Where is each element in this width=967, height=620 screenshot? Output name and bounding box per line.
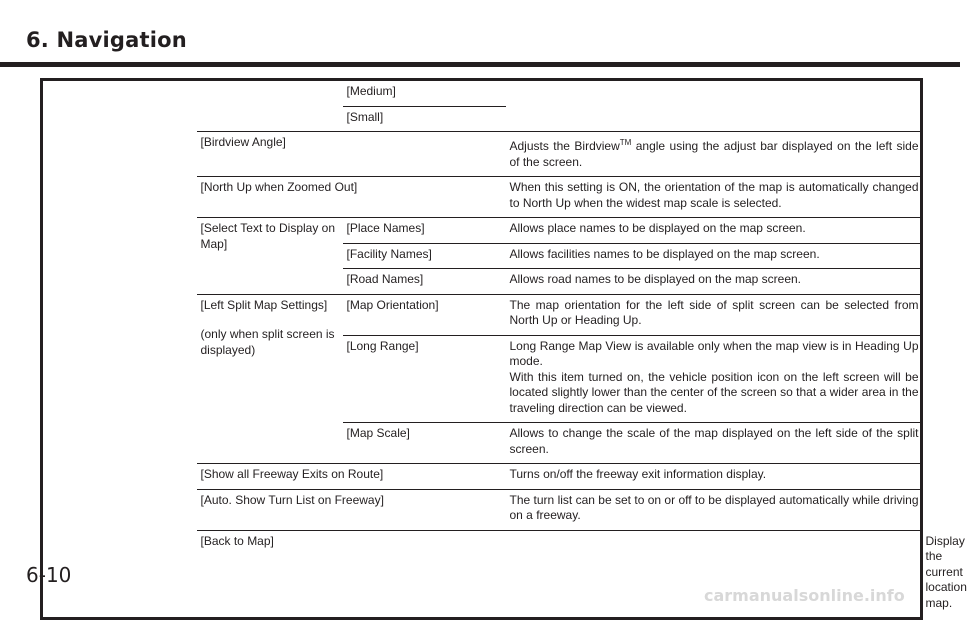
table-row: [Back to Map] Display the current location map. — [42, 530, 922, 619]
left-split-label: [Left Split Map Settings] — [200, 297, 328, 312]
setting-select-text: [Select Text to Display on Map] — [197, 218, 343, 295]
option-facility-names: [Facility Names] — [343, 243, 506, 269]
long-range-description: Long Range Map View is available only when the map view is in Heading Up mode. With this item turned on, the vehicle position icon on the left screen will be located slightly lower than the center of the screen so that a wider area in the traveling direction can be viewed. — [506, 335, 922, 423]
place-names-description: Allows place names to be displayed on the map screen. — [506, 218, 922, 244]
option-small: [Small] — [343, 106, 506, 132]
option-place-names: [Place Names] — [343, 218, 506, 244]
settings-table — [40, 78, 967, 620]
map-scale-description: Allows to change the scale of the map displayed on the left side of the split screen. — [506, 423, 922, 464]
facility-names-description: Allows facilities names to be displayed on the map screen. — [506, 243, 922, 269]
setting-back-to-map: [Back to Map] — [197, 530, 922, 619]
setting-turn-list: [Auto. Show Turn List on Freeway] — [197, 489, 506, 530]
option-map-orientation: [Map Orientation] — [343, 294, 506, 335]
road-names-description: Allows road names to be displayed on the map screen. — [506, 269, 922, 295]
option-map-scale: [Map Scale] — [343, 423, 506, 464]
option-long-range: [Long Range] — [343, 335, 506, 423]
left-split-note: (only when split screen is displayed) — [200, 327, 335, 357]
setting-freeway-exits: [Show all Freeway Exits on Route] — [197, 464, 506, 490]
turn-list-description: The turn list can be set to on or off to be displayed automatically while driving on a freeway. — [506, 489, 922, 530]
setting-birdview-angle: [Birdview Angle] — [197, 132, 506, 177]
birdview-angle-description: Adjusts the Birdview™ angle using the adjust bar displayed on the left side of the screen. — [506, 132, 922, 177]
freeway-exits-description: Turns on/off the freeway exit information display. — [506, 464, 922, 490]
option-road-names: [Road Names] — [343, 269, 506, 295]
section-title: 6. Navigation — [26, 28, 187, 52]
option-medium: [Medium] — [346, 84, 396, 98]
header-rule — [0, 62, 960, 67]
setting-left-split-map — [197, 294, 343, 464]
map-orientation-description: The map orientation for the left side of split screen can be selected from North Up or Heading Up. — [506, 294, 922, 335]
watermark: carmanualsonline.info — [704, 586, 905, 605]
north-up-description: When this setting is ON, the orientation of the map is automatically changed to North Up when the widest map scale is selected. — [506, 177, 922, 218]
setting-north-up: [North Up when Zoomed Out] — [197, 177, 506, 218]
table-row — [42, 80, 922, 107]
page-number: 6-10 — [26, 563, 72, 587]
